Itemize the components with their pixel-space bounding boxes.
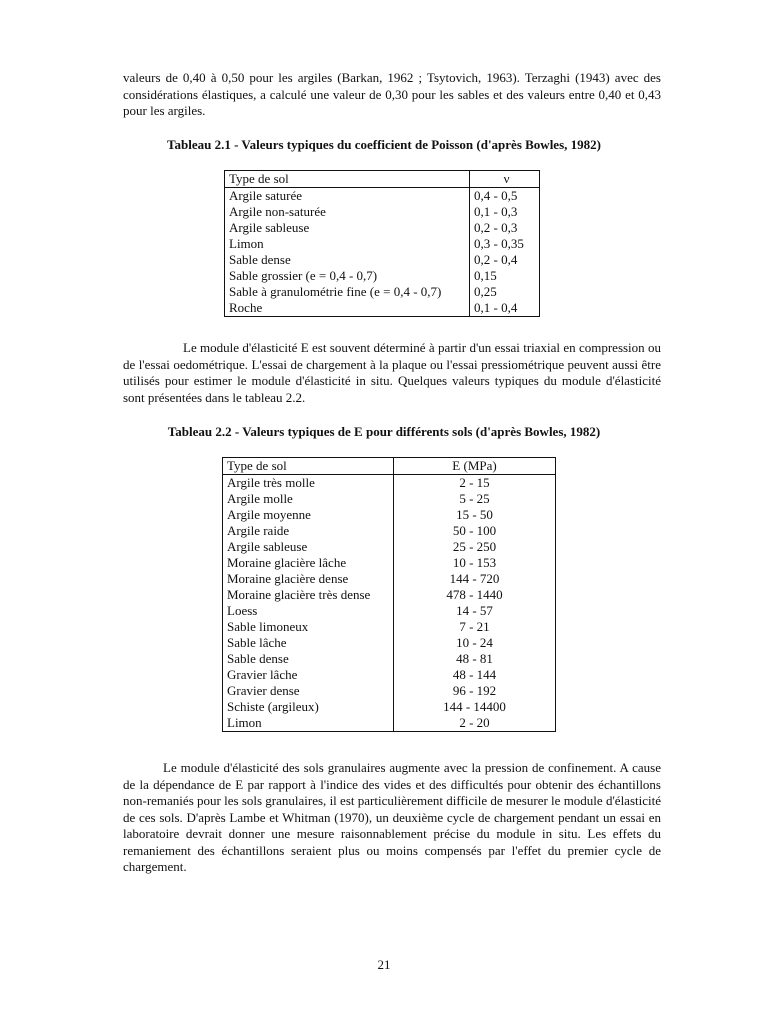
soil-type-cell: Sable lâche — [223, 635, 394, 651]
soil-type-cell: Gravier dense — [223, 683, 394, 699]
value-cell: 50 - 100 — [452, 523, 497, 538]
table-row — [225, 220, 540, 236]
soil-type-cell: Moraine glacière très dense — [223, 587, 394, 603]
column-header: ν — [470, 171, 540, 188]
column-header: Type de sol — [223, 458, 394, 475]
table-row — [225, 188, 540, 205]
soil-type-cell: Sable dense — [223, 651, 394, 667]
soil-type-cell: Schiste (argileux) — [223, 699, 394, 715]
value-cell: 144 - 720 — [449, 571, 500, 586]
paragraph-granular: Le module d'élasticité des sols granulaires augmente avec la pression de confinement. A cause de la dépendance de E par rapport à l'indice des vides et des difficultés pour obtenir des échantillons non-remaniés pour les sols granulaires, il est particulièrement difficile de mesurer le module d'élasticité de ces sols. D'après Lambe et Whitman (1970), un deuxième cycle de chargement pendant un essai en laboratoire devrait donner une mesure raisonnablement précise du module in situ. Les effets du remaniement des échantillons seraient plus ou moins compensés par l'effet du premier cycle de chargement. — [123, 760, 661, 874]
value-cell: 0,1 - 0,4 — [474, 300, 518, 315]
table-row — [223, 651, 556, 667]
soil-type-cell: Roche — [225, 300, 470, 317]
soil-type-cell: Sable grossier (e = 0,4 - 0,7) — [225, 268, 470, 284]
table-row — [223, 507, 556, 523]
table-row — [225, 204, 540, 220]
value-cell: 96 - 192 — [452, 683, 497, 698]
value-cell: 0,2 - 0,3 — [474, 220, 518, 235]
soil-type-cell: Argile très molle — [223, 475, 394, 492]
table-row — [225, 284, 540, 300]
value-cell: 7 - 21 — [459, 619, 490, 634]
value-cell: 5 - 25 — [459, 491, 490, 506]
soil-type-cell: Limon — [223, 715, 394, 732]
value-cell: 15 - 50 — [456, 507, 493, 522]
table2-caption: Tableau 2.2 - Valeurs typiques de E pour différents sols (d'après Bowles, 1982) — [167, 424, 601, 439]
value-cell: 48 - 144 — [452, 667, 497, 682]
value-cell: 0,4 - 0,5 — [474, 188, 518, 203]
table-row — [223, 683, 556, 699]
table-row — [223, 603, 556, 619]
table-row — [223, 539, 556, 555]
soil-type-cell: Argile molle — [223, 491, 394, 507]
column-header: Type de sol — [225, 171, 470, 188]
table-row — [223, 619, 556, 635]
table1-caption: Tableau 2.1 - Valeurs typiques du coefficient de Poisson (d'après Bowles, 1982) — [167, 137, 601, 152]
table-row — [223, 635, 556, 651]
soil-type-cell: Moraine glacière lâche — [223, 555, 394, 571]
table-row — [223, 475, 556, 492]
soil-type-cell: Loess — [223, 603, 394, 619]
table-row — [223, 699, 556, 715]
table-header-row — [225, 171, 540, 188]
table-row — [225, 268, 540, 284]
table-row — [225, 236, 540, 252]
value-cell: 10 - 153 — [452, 555, 497, 570]
value-cell: 2 - 20 — [459, 715, 490, 730]
soil-type-cell: Limon — [225, 236, 470, 252]
soil-type-cell: Argile raide — [223, 523, 394, 539]
modulus-table — [222, 457, 556, 732]
soil-type-cell: Argile sableuse — [225, 220, 470, 236]
value-cell: 0,25 — [474, 284, 497, 299]
table-row — [223, 667, 556, 683]
table-row — [223, 587, 556, 603]
soil-type-cell: Sable dense — [225, 252, 470, 268]
paragraph-intro: valeurs de 0,40 à 0,50 pour les argiles (Barkan, 1962 ; Tsytovich, 1963). Terzaghi (1943) avec des considérations élastiques, a calculé une valeur de 0,30 pour les sables et des valeurs entre 0,40 et 0,43 pour les argiles. — [123, 70, 661, 118]
value-cell: 14 - 57 — [456, 603, 493, 618]
column-header: E (MPa) — [394, 458, 556, 475]
soil-type-cell: Argile non-saturée — [225, 204, 470, 220]
soil-type-cell: Moraine glacière dense — [223, 571, 394, 587]
table-row — [223, 523, 556, 539]
soil-type-cell: Sable à granulométrie fine (e = 0,4 - 0,7) — [225, 284, 470, 300]
table-row — [225, 300, 540, 317]
poisson-table — [224, 170, 540, 317]
table-row — [223, 715, 556, 732]
value-cell: 478 - 1440 — [446, 587, 503, 602]
soil-type-cell: Gravier lâche — [223, 667, 394, 683]
page-number: 21 — [377, 957, 391, 972]
paragraph-modulus: Le module d'élasticité E est souvent déterminé à partir d'un essai triaxial en compression ou de l'essai oedométrique. L'essai de chargement à la plaque ou l'essai pressiométrique peuvent aussi être utilisés pour estimer le module d'élasticité in situ. Quelques valeurs typiques du module d'élasticité sont présentées dans le tableau 2.2. — [123, 340, 661, 405]
value-cell: 0,1 - 0,3 — [474, 204, 518, 219]
soil-type-cell: Argile sableuse — [223, 539, 394, 555]
table-row — [223, 571, 556, 587]
value-cell: 0,15 — [474, 268, 497, 283]
table-row — [225, 252, 540, 268]
soil-type-cell: Argile saturée — [225, 188, 470, 205]
value-cell: 48 - 81 — [456, 651, 493, 666]
value-cell: 0,3 - 0,35 — [474, 236, 524, 251]
value-cell: 25 - 250 — [452, 539, 497, 554]
table-header-row — [223, 458, 556, 475]
table-row — [223, 555, 556, 571]
soil-type-cell: Argile moyenne — [223, 507, 394, 523]
value-cell: 2 - 15 — [459, 475, 490, 490]
soil-type-cell: Sable limoneux — [223, 619, 394, 635]
value-cell: 144 - 14400 — [443, 699, 506, 714]
value-cell: 10 - 24 — [456, 635, 493, 650]
value-cell: 0,2 - 0,4 — [474, 252, 518, 267]
table-row — [223, 491, 556, 507]
